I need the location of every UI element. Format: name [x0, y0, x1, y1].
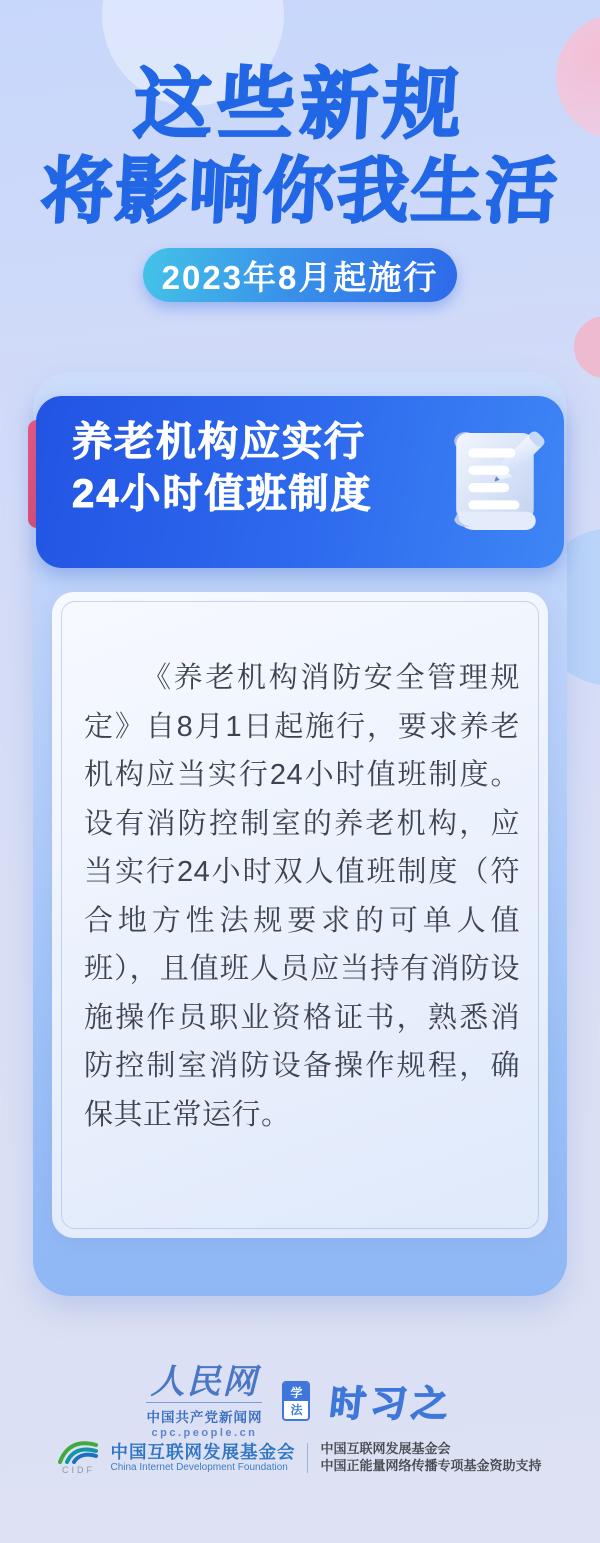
- cidf-name-en: China Internet Development Foundation: [110, 1461, 288, 1473]
- xuefa-badge-icon: [282, 1381, 310, 1421]
- peoples-daily-url: cpc.people.cn: [151, 1426, 258, 1439]
- sponsor-footer: [0, 1440, 600, 1475]
- xuefa-badge-top: 学: [284, 1383, 308, 1401]
- card-body-text: 《养老机构消防安全管理规定》自8月1日起施行，要求养老机构应当实行24小时值班制度。设有消防控制室的养老机构，应当实行24小时双人值班制度（符合地方性法规要求的可单人值班），且值班人员应当持有消防设施操作员职业资格证书，熟悉消防控制室消防设备操作规程，确保其正常运行。: [84, 662, 520, 1131]
- decorative-circle-pink-mid: [574, 316, 600, 378]
- peoples-daily-subtitle: 中国共产党新闻网: [146, 1402, 262, 1426]
- topic-card: [36, 396, 564, 568]
- footer-divider: [307, 1443, 308, 1473]
- xuefa-badge-bottom: 法: [284, 1401, 308, 1417]
- topic-heading-line1: 养老机构应实行: [72, 420, 366, 464]
- cidf-names: [110, 1442, 295, 1474]
- peoples-daily-script: 人民网: [150, 1361, 259, 1402]
- text-card: [52, 592, 548, 1238]
- scroll-and-pen-icon: [446, 406, 548, 556]
- topic-heading-line2: 24小时值班制度: [72, 472, 373, 516]
- cidf-abbr: CIDF: [61, 1465, 95, 1475]
- peoples-daily-logo: [146, 1361, 263, 1439]
- cidf-logo: [58, 1440, 98, 1475]
- effective-date-badge: 2023年8月起施行: [143, 248, 457, 302]
- support-line1: 中国互联网发展基金会: [320, 1441, 451, 1456]
- brand-footer: [0, 1362, 600, 1440]
- cidf-name-cn: 中国互联网发展基金会: [110, 1441, 296, 1462]
- poster-title-line1: 这些新规: [131, 60, 469, 148]
- support-text: [320, 1441, 541, 1474]
- shixizhi-logo: 时习之: [328, 1382, 456, 1424]
- poster-title-line2: 将影响你我生活: [38, 152, 562, 232]
- support-line2: 中国正能量网络传播专项基金资助支持: [320, 1457, 542, 1473]
- cidf-arcs-icon: [58, 1440, 98, 1464]
- topic-heading: [72, 416, 373, 520]
